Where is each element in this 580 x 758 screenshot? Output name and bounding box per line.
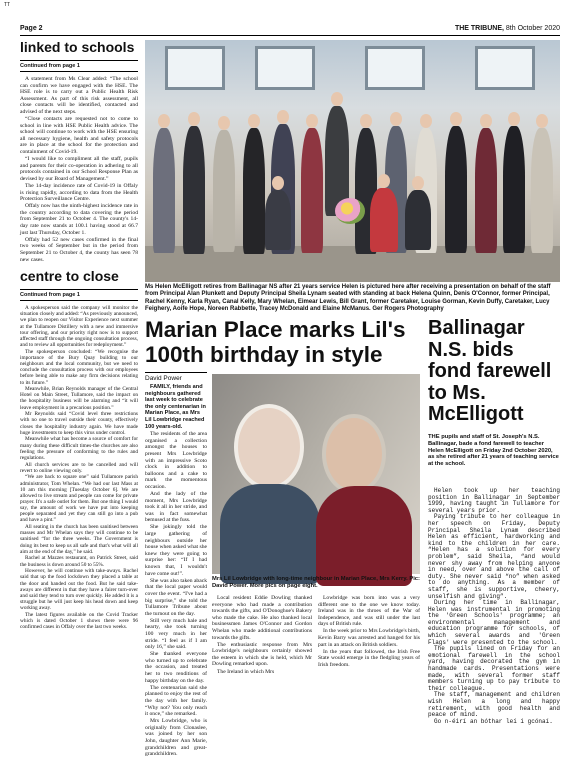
story2-body (20, 305, 138, 630)
person-head (306, 114, 318, 128)
paragraph: Mrs Lowbridge, who is originally from Clonaslee, was joined by her son John, daughter Ann Marie, grandchildren and great-grandchildren. (145, 718, 207, 758)
paragraph: A spokesperson said the company will monitor the situation closely and added: “As previously announced, we plan to reopen our Visitor Experience next summer at the Tullamore Distillery with a new and immersive tour offering, and our priority right now is to support affected staff through the ongoing consultation process, and to review all opportunities for redeployment.” (20, 305, 138, 349)
paragraph: In the week prior to Mrs Lowbridge's birth, Kevin Barry was arrested and hanged for his part in an attack on British soldiers. (318, 628, 421, 648)
paragraph: The centenarian said she planned to enjoy the rest of the day with her family. “Why not? You only reach it once,” she remarked. (145, 684, 207, 718)
paragraph: The Ireland in which Mrs (217, 668, 275, 675)
masthead-name: THE TRIBUNE, (454, 25, 504, 32)
paragraph: The latest figures available on the Covid Tracker which is dated October 1 shows there were 96 confirmed cases in Offaly over the last two weeks. (20, 611, 138, 631)
marian-column-3 (318, 595, 420, 669)
page-corner-mark: TT (4, 2, 11, 8)
paragraph: Helen took up her teaching position in Ballinagar in September 1999, having taught in Tullamore for several years prior. (428, 487, 560, 514)
lil-lowbridge-photo (212, 374, 420, 574)
person (316, 486, 412, 586)
marian-column-1 (145, 384, 207, 758)
window (165, 46, 225, 90)
person-head (331, 92, 343, 106)
paragraph: All church services are to be cancelled and will revert to online viewing only. (20, 461, 138, 474)
person-head (536, 114, 548, 128)
paragraph: Meanwhile what has become a source of comfort for many during these difficult times-the churches are also feeling the pressure of conforming to the rules and regulations. (20, 436, 138, 461)
person-face (322, 414, 386, 494)
ballinagar-lead: THE pupils and staff of St. Joseph's N.S. Ballinagar, bade a fond farewell to teacher Helen McElligott on Friday 2nd October 2020, as she retired after 21 years of teaching service at the school. (428, 434, 559, 468)
person-head (378, 174, 390, 188)
window (475, 46, 535, 90)
person-head (272, 176, 284, 190)
paragraph: Lowbridge was born into was a very different one to the one we know today. Ireland was in the throes of the War of Independence, and was still under the last days of British rule. (318, 595, 420, 628)
marian-column-2 (212, 595, 312, 676)
window (255, 46, 315, 90)
paragraph: And the lady of the moment, Mrs Lowbridge took it all in her stride, and was in fact somewhat bemused at the fuss. (145, 491, 207, 524)
person-head (188, 112, 200, 126)
paragraph: Still very much hale and hearty, she took turning 100 very much in her stride. “I feel as if I am only 16,” she said. (145, 617, 207, 651)
story1-continued: Continued from page 1 (20, 60, 138, 72)
group-photo-caption: Ms Helen McElligott retires from Ballinagar NS after 21 years service Helen is pictured here after receiving a presentation on behalf of the staff from Principal Alan Plunkett and Deputy Principal Sheila Lynam seated with standing at back Helena Quinn, Denis O'Connor, former Principal, Rachel Kenny, Karla Ryan, Canal Kelly, Mary Whelan, Eimear Lewis, Bill Grant, former Caretaker, Louise Gorman, Kevin Duffy, Caretaker, Lucy Feighery, Aoife Hope, Noreen Rabbette, Tracey McDonald and Elaine McManus. Ger Rogers Photography (145, 284, 551, 313)
person (301, 128, 323, 253)
paragraph: The staff, management and children wish Helen a long and happy retirement, with good health and peace of mind. (428, 691, 560, 719)
person (243, 128, 265, 254)
person-head (158, 114, 170, 128)
window (365, 46, 425, 90)
lil-photo-caption: Mrs Lil Lowbridge with long-time neighbour in Marian Place, Mrs Kerry. Pic: David Power. More pics on page eight. (212, 576, 420, 589)
person (220, 484, 320, 584)
ballinagar-headline: Ballinagar N.S. bids fond farewell to Ms. McElligott (428, 317, 552, 425)
person-head (420, 114, 432, 128)
paragraph: She was also taken aback that the local paper would cover the event. “I've had a big surprise,” she told the Tullamore Tribune about the turnout on the day. (145, 577, 207, 617)
paragraph: Rachel at Mazzes restaurant, on Patrick Street, said the business is down around 50 to 55%. (20, 555, 138, 568)
person-head (360, 114, 372, 128)
person-head (480, 114, 492, 128)
paragraph: Offaly had 52 new cases confirmed in the final two weeks of September but in the period from September 21 to October 4, the county has seen 78 new cases. (20, 236, 138, 263)
page-number: Page 2 (20, 25, 43, 32)
person (531, 128, 553, 253)
paragraph: The spokesperson concluded: “We recognise the importance of the Bury Quay building to our neighbours and the local community, but we need to conclude the consultation process with our employees before being able to make any firm decisions relating to its future.” (20, 348, 138, 386)
flower-bouquet (335, 198, 365, 224)
paragraph: Meanwhile, Brian Reynolds manager of the Central Hotel on Main Street, Tullamore, said the impact on the hospitality business will be alarming and “it will leave employment in a precarious position.” (20, 386, 138, 411)
paragraph: The residents of the area organised a collection amongst the houses to present Mrs Lowbridge with an impressive Scoto clock in addition to balloons and a cake to mark the momentous occasion. (145, 431, 207, 490)
seated-person (370, 188, 398, 252)
paragraph: Paying tribute to her colleague in her speech on Friday, Deputy Principal Sheila Lynam described Helen as efficient, hardworking and kind to the children in her care. “Helen has a solution for every problem”, said Sheila, “and would never shy away from helping anyone in need, over and above the call of duty. She never said “no” when asked to do anything. As a member of staff, she is supportive, cheery, unselfish and giving”. (428, 513, 560, 600)
story2-headline: centre to close (20, 268, 119, 285)
person-face (234, 404, 304, 490)
paragraph: “I would like to compliment all the staff, pupils and parents for their co-operation in adhering to all protocols contained in our School Response Plan as devised by our Board of Management.” (20, 156, 138, 182)
person (445, 126, 467, 253)
seated-person (405, 190, 431, 250)
marian-byline: David Power (145, 372, 207, 382)
person-head (390, 112, 402, 126)
paragraph: During her time in Ballinagar, Helen was instrumental in promoting the 'Green Schools' programme; an environmental management and education programme for schools, of which several awards and 'Green Flags' were presented to the school. (428, 599, 560, 646)
group-photo (145, 40, 560, 282)
person-head (412, 176, 424, 190)
paragraph: The 14-day incidence rate of Covid-19 in Offaly is rising rapidly, according to data from the Health Protection Surveillance Centre. (20, 183, 138, 203)
masthead-date: 8th October 2020 (505, 25, 560, 32)
person-head (450, 112, 462, 126)
paragraph: Go n-éirí an bóthar leí i gcónaí. (434, 717, 553, 725)
paragraph: The pupils lined on Friday for an emotional farewell in the school yard, having decorated the gym in handmade cards. Presentations were made, with several former staff members turning up to pay tribute to their colleague. (428, 645, 560, 692)
person (213, 130, 235, 252)
paragraph: The enthusiastic response from Mrs Lowbridge's neighbours certainly showed the esteem in which she is held, which Mr Dowling remarked upon. (212, 641, 312, 668)
story2-continued: Continued from page 1 (20, 289, 138, 301)
paragraph: Local resident Eddie Dowling thanked everyone who had made a contribution towards the gifts, and O'Donoghue's Bakery who made the cake. He also thanked local businessmen James O'Connor and Gordon Whelan who made additional contributions towards the gifts. (212, 595, 312, 641)
paragraph: She jokingly told the large gathering of neighbours outside her house when asked what she knew they were going to surprise her: “If I had known that, I wouldn't have come out!”. (145, 524, 207, 577)
person (153, 128, 175, 253)
marian-headline: Marian Place marks Lil's 100th birthday in style (145, 317, 406, 367)
page-header (20, 24, 560, 36)
paragraph: She thanked everyone who turned up to celebrate the occasion, and treated her to two renditions of happy birthday on the day. (145, 651, 207, 684)
paragraph: “Close contacts are requested not to come to school in line with HSE Public Health advice. The school will continue to work with the HSE ensuring all necessary hygiene, health and safety protocols are in place at the school for the protection and containment of Covid-19. (20, 116, 138, 156)
person-head (218, 116, 230, 130)
person-head (508, 112, 520, 126)
person-head (248, 114, 260, 128)
paragraph: All seating in the church has been sanitised between masses and Mr Whelan says they will continue to be sanitised “for the three weeks. The Government is doing its best to keep us all safe and that's what will all aim at the end of the day,” he said. (20, 524, 138, 555)
masthead (455, 25, 560, 32)
paragraph: A statement from Ms Clear added: “The school can confirm we have engaged with the HSE. The HSE role is to carry out a Public Health Risk Assessment. As part of this risk assessment, all close contacts will be identified, contacted and advised of the next steps. (20, 76, 138, 115)
person (475, 128, 497, 253)
paragraph: Mr Reynolds said “Covid level three restrictions with no one to travel outside their county, effectively closes the hospitality industry again. We have made huge investments to keep this virus under control. (20, 411, 138, 436)
story1-body (20, 76, 138, 263)
paragraph: Offaly now has the ninth-highest incidence rate in the country according to data covering the period from September 21 to October 4. The county's 14-day rate now stands at 100.1 having stood at 66.7 just last Thursday, October 1. (20, 203, 138, 236)
person-head (277, 110, 289, 124)
seated-person (265, 190, 291, 250)
person (183, 126, 205, 254)
left-column (20, 40, 138, 631)
story1-headline: linked to schools (20, 39, 135, 55)
person (503, 126, 525, 253)
floor (145, 246, 560, 282)
paragraph: “We are back to square one” said Tullamore parish administrator, Tom Whelan. “We had our last Mass at 10 am this morning [Tuesday October 6]. We are allowed to live stream and people can come for private prayer. It's a safe outlet for them. But one thing I would say, the amount of work we have put into keeping people separated and yet they can still go into a pub and have a pint.” (20, 474, 138, 524)
paragraph: However, he will continue with take-aways. Rachel said that up the food lockdown they placed a table at the door and handed out the food. But he said take-aways are different in that they have a fairer turn-over and said they tend to turn over quickly. He added it is a struggle but he will just keep his head down and keep working away. (20, 568, 138, 612)
ballinagar-body (428, 488, 560, 725)
paragraph: In the years that followed, the Irish Free State would emerge in the fledgling years of Irish freedom. (318, 648, 420, 668)
marian-lead: FAMILY, friends and neighbours gathered last week to celebrate the only centenarian in Marian Place, as Mrs Lil Lowbridge reached 100 years-old. (145, 384, 206, 430)
